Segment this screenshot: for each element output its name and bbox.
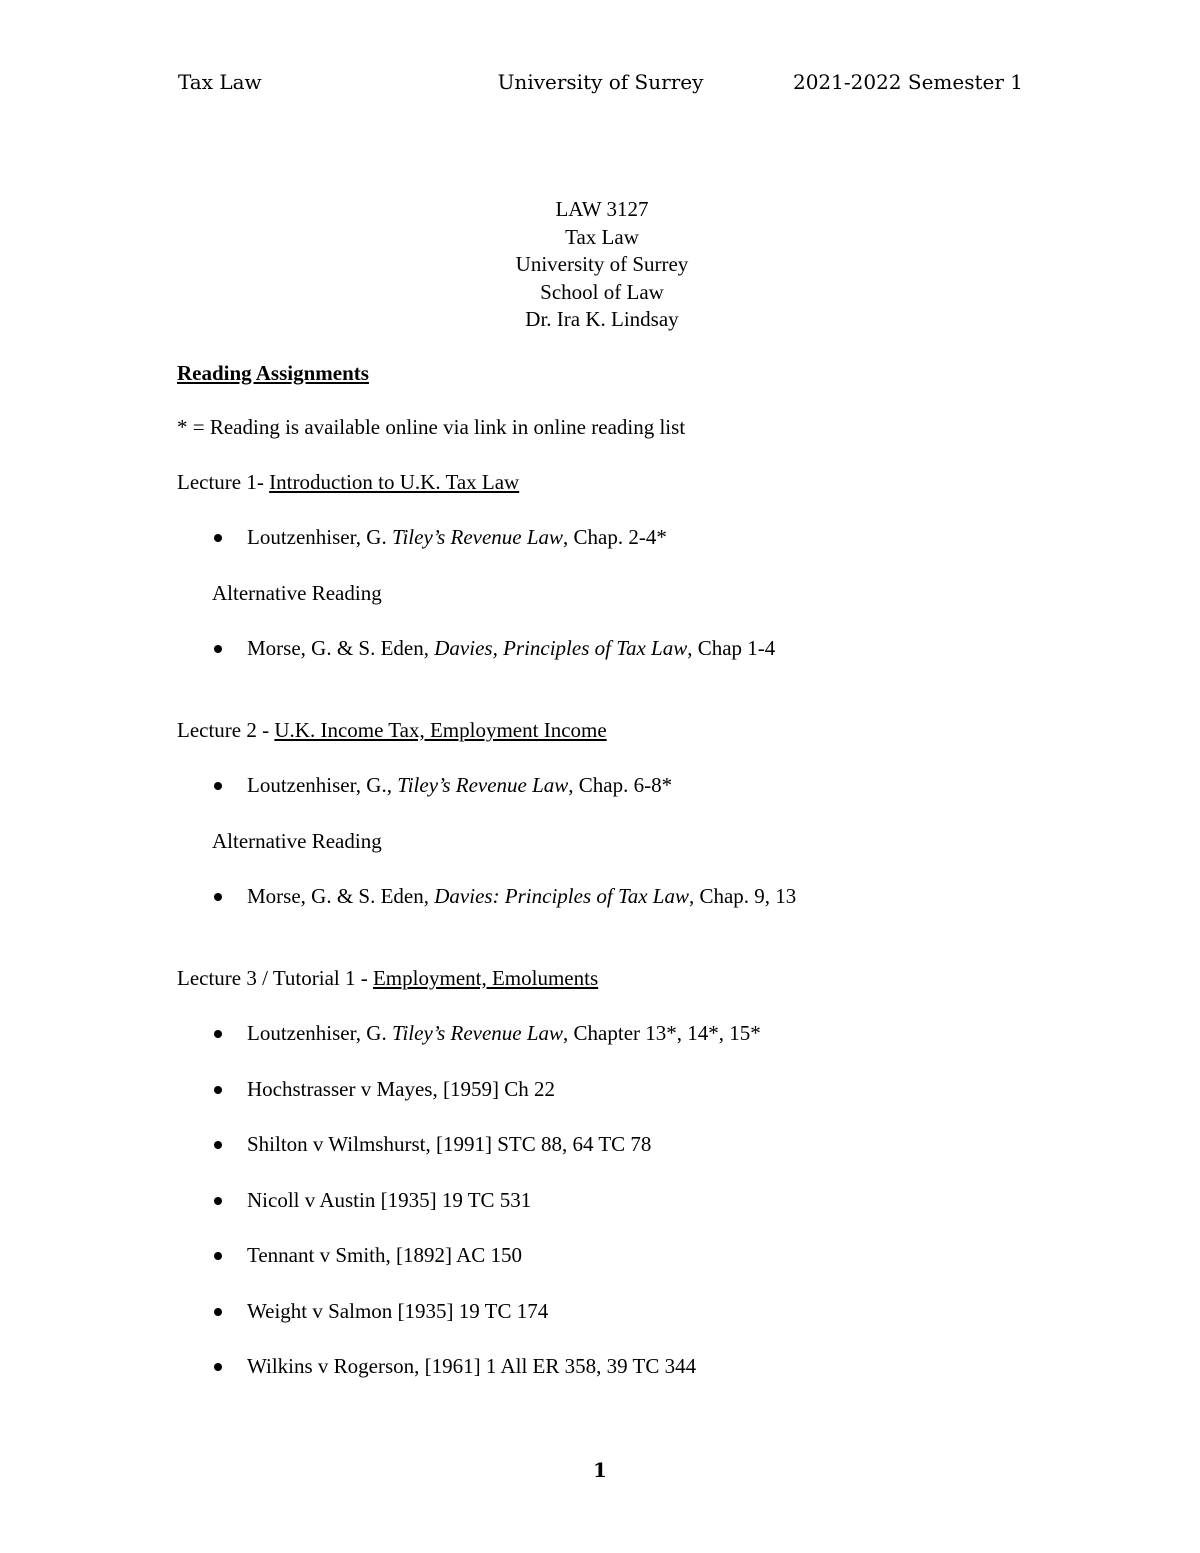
lecture-2-readings — [177, 772, 1027, 800]
alternative-reading-label: Alternative Reading — [212, 580, 382, 605]
bullet-icon — [214, 1030, 222, 1038]
lecture-2-alt-readings — [177, 883, 1027, 911]
lecture-1-heading — [177, 469, 1027, 497]
list-item: Shilton v Wilmshurst, [1991] STC 88, 64 TC 78 — [177, 1131, 1027, 1159]
lecture-1-readings — [177, 524, 1027, 552]
header-right: 2021-2022 Semester 1 — [792, 70, 1023, 94]
lecture-3-heading — [177, 965, 1027, 993]
document-body — [177, 196, 1027, 1381]
list-item: Hochstrasser v Mayes, [1959] Ch 22 — [177, 1076, 1027, 1104]
list-item: Weight v Salmon [1935] 19 TC 174 — [177, 1298, 1027, 1326]
header-center: University of Surrey — [497, 70, 704, 94]
page-number: 1 — [593, 1458, 607, 1482]
bullet-icon — [214, 1363, 222, 1371]
bullet-icon — [214, 782, 222, 790]
school-name: School of Law — [540, 279, 664, 304]
lecture-prefix: Lecture 3 / Tutorial 1 - — [177, 965, 373, 990]
bullet-icon — [214, 893, 222, 901]
course-code: LAW 3127 — [555, 197, 649, 221]
bullet-icon — [214, 645, 222, 653]
lecture-2-heading — [177, 717, 1027, 745]
lecture-title: Employment, Emoluments — [372, 965, 599, 990]
title-block — [177, 196, 1027, 334]
lecture-prefix: Lecture 1- — [177, 469, 270, 494]
instructor-name: Dr. Ira K. Lindsay — [525, 307, 679, 331]
bullet-icon — [214, 1141, 222, 1149]
lecture-1-alt-readings — [177, 635, 1027, 663]
course-name: Tax Law — [565, 224, 639, 249]
page-header — [178, 70, 1023, 102]
university-name: University of Surrey — [515, 252, 689, 276]
list-item: Loutzenhiser, G. Tiley’s Revenue Law, Chap. 2-4* — [177, 524, 1027, 552]
bullet-icon — [214, 1308, 222, 1316]
availability-note: * = Reading is available online via link in online reading list — [177, 415, 686, 439]
section-heading: Reading Assignments — [177, 360, 369, 385]
lecture-title: U.K. Income Tax, Employment Income — [274, 717, 607, 742]
lecture-title: Introduction to U.K. Tax Law — [269, 469, 520, 494]
list-item: Loutzenhiser, G., Tiley’s Revenue Law, Chap. 6-8* — [177, 772, 1027, 800]
lecture-3-readings — [177, 1020, 1027, 1381]
list-item: Tennant v Smith, [1892] AC 150 — [177, 1242, 1027, 1270]
list-item: Wilkins v Rogerson, [1961] 1 All ER 358, 39 TC 344 — [177, 1353, 1027, 1381]
bullet-icon — [214, 1252, 222, 1260]
list-item: Morse, G. & S. Eden, Davies: Principles of Tax Law, Chap. 9, 13 — [177, 883, 1027, 911]
bullet-icon — [214, 1197, 222, 1205]
header-left: Tax Law — [178, 70, 262, 94]
list-item: Loutzenhiser, G. Tiley’s Revenue Law, Chapter 13*, 14*, 15* — [177, 1020, 1027, 1048]
list-item: Morse, G. & S. Eden, Davies, Principles of Tax Law, Chap 1-4 — [177, 635, 1027, 663]
lecture-prefix: Lecture 2 - — [177, 717, 275, 742]
list-item: Nicoll v Austin [1935] 19 TC 531 — [177, 1187, 1027, 1215]
bullet-icon — [214, 534, 222, 542]
bullet-icon — [214, 1086, 222, 1094]
alternative-reading-label: Alternative Reading — [212, 828, 382, 853]
